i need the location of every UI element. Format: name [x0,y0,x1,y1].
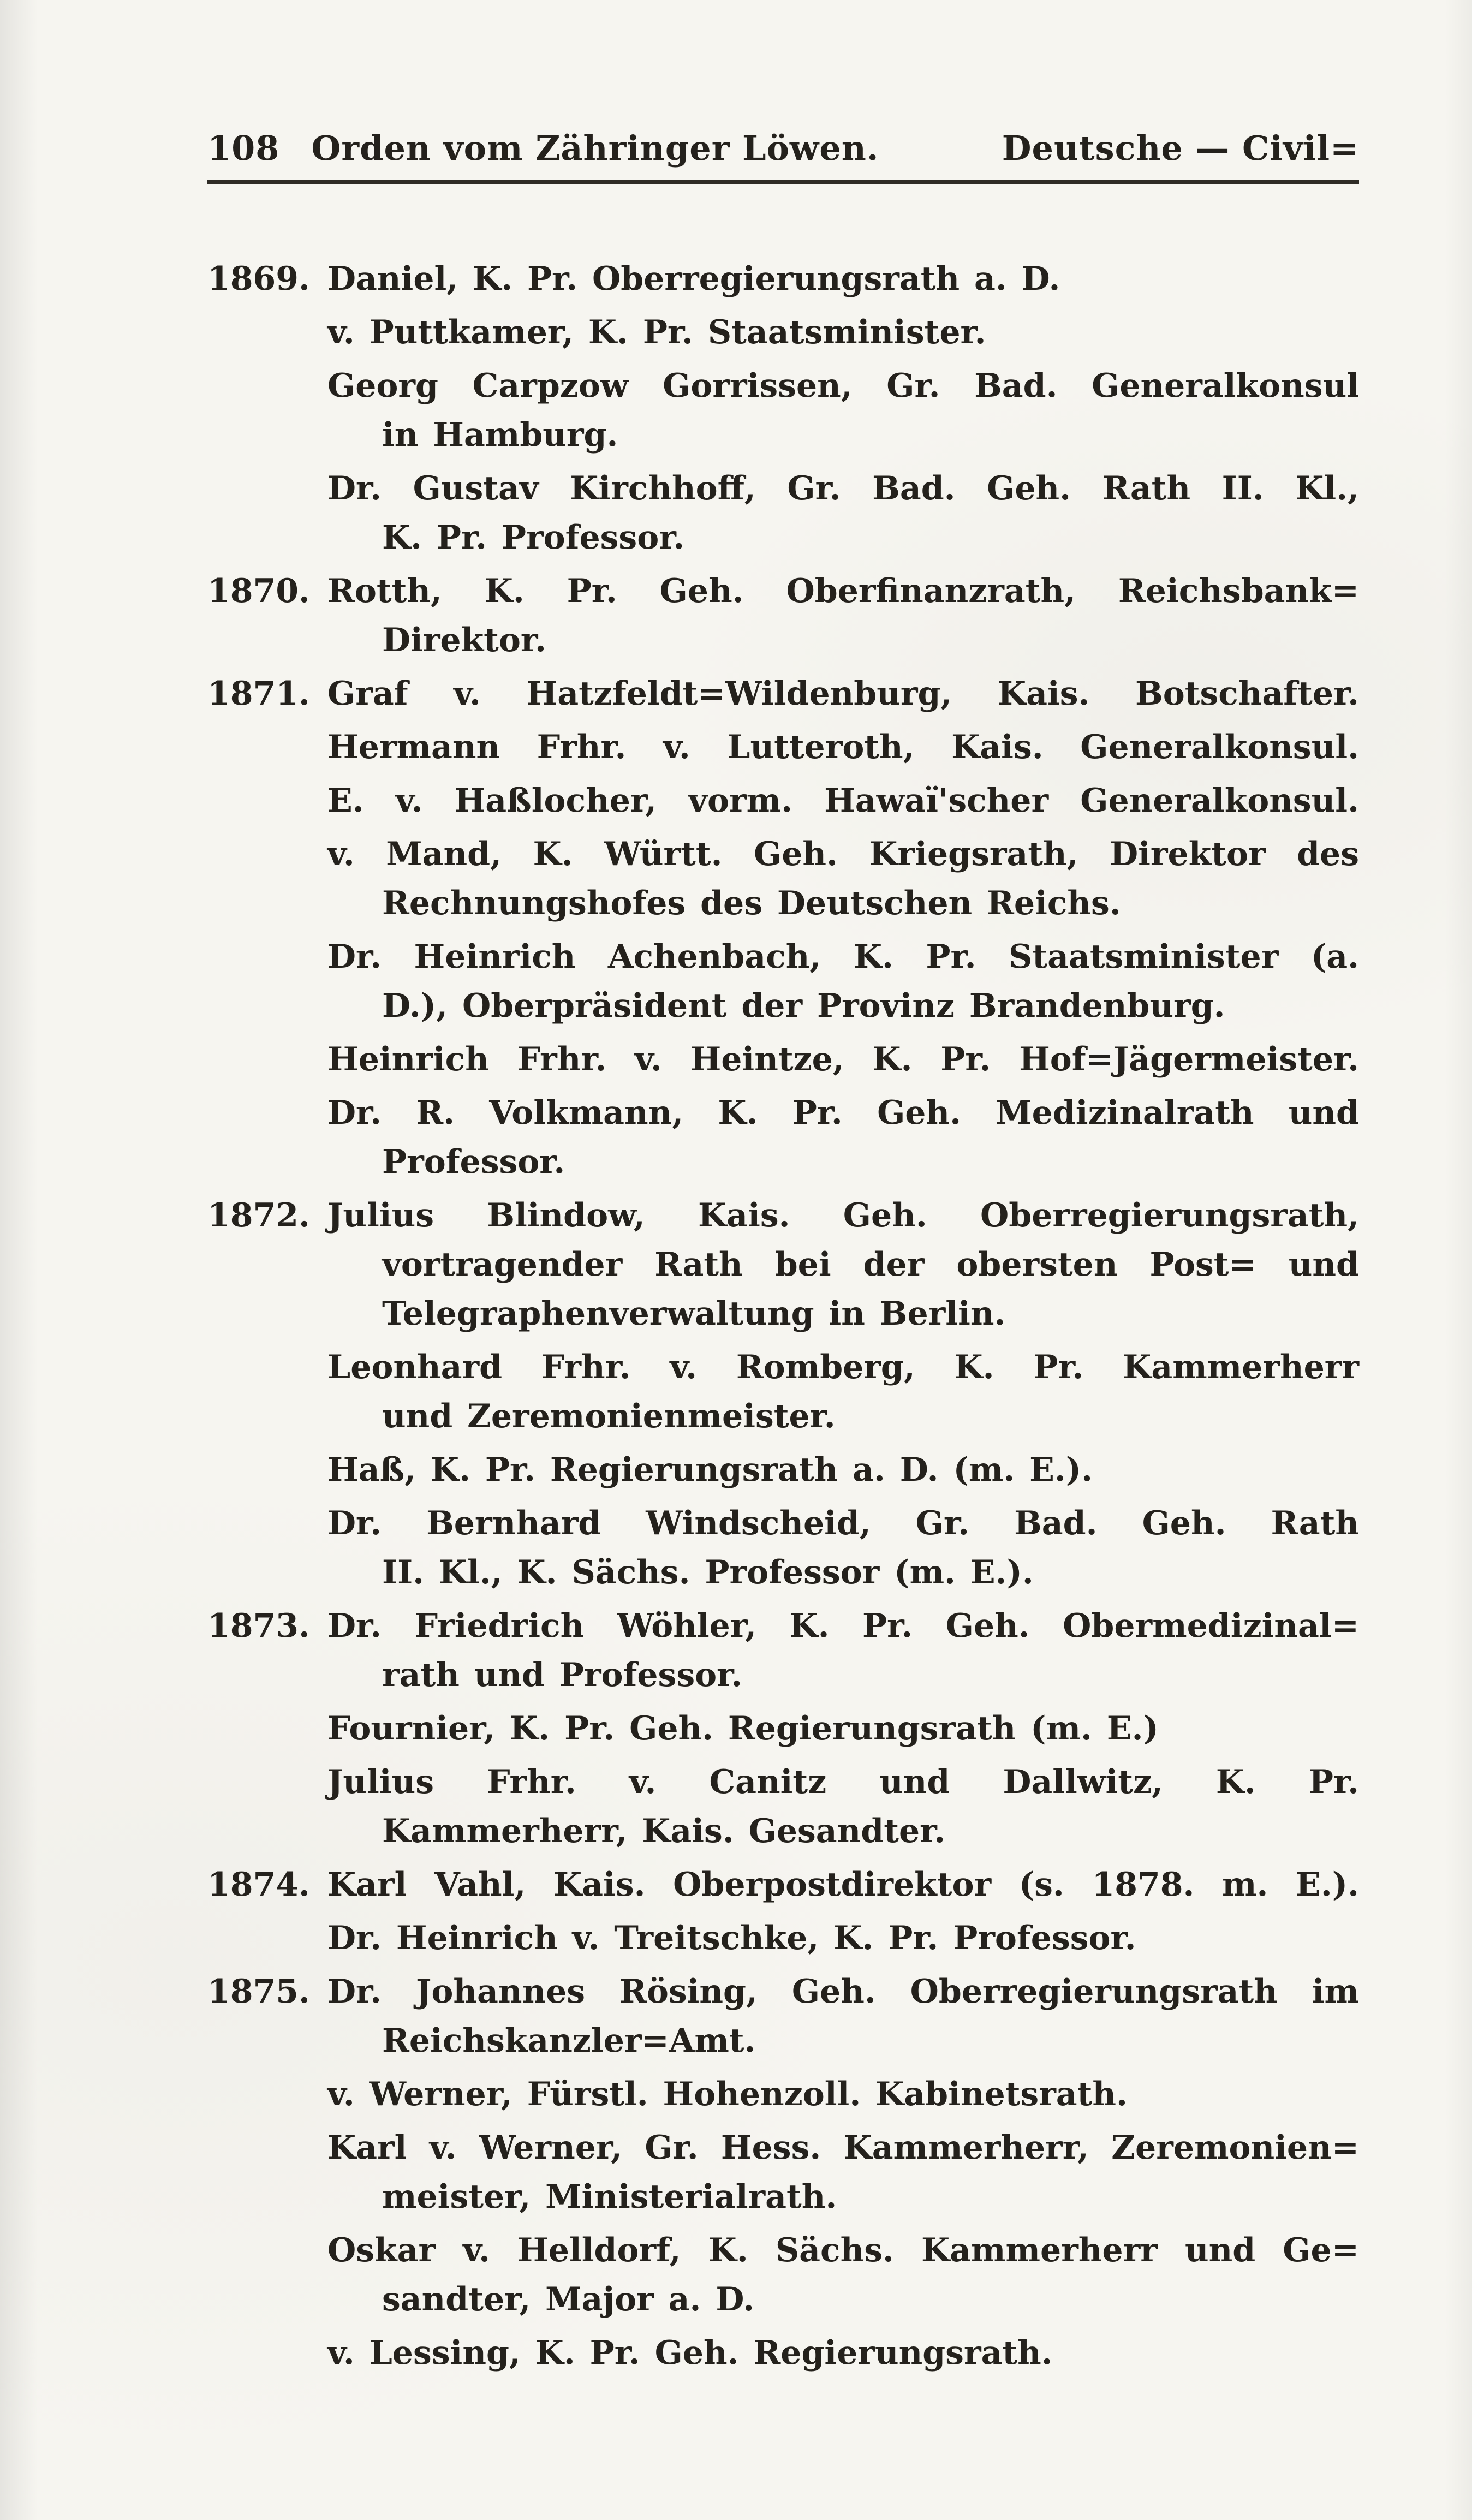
entry-item [327,932,1359,1030]
entry-item [327,1704,1359,1753]
entry-item [327,1758,1359,1856]
entry-line: v. Lessing, K. Pr. Geh. Regierungsrath. [327,2334,1053,2372]
entry-line: Haß, K. Pr. Regierungsrath a. D. (m. E.). [327,1451,1093,1489]
entry-year: 1872. [207,1196,310,1235]
entry-line: v. Werner, Fürstl. Hohenzoll. Kabinetsrath. [327,2075,1128,2113]
entry-group [207,1967,1359,2382]
entry-item [327,1088,1359,1187]
entry-line: Direktor. [382,621,546,659]
entry-line: E. v. Haßlocher, vorm. Hawaï'scher Generalkonsul. [327,782,1359,820]
page-number: 108 [207,128,280,168]
entry-year: 1873. [207,1607,310,1645]
entry-item [327,1035,1359,1084]
entry-item [327,776,1359,825]
entry-line: Daniel, K. Pr. Oberregierungsrath a. D. [327,260,1060,298]
entry-item [327,308,1359,357]
running-title: Orden vom Zähringer Löwen. [311,128,879,168]
entry-line: Dr. Heinrich v. Treitschke, K. Pr. Professor. [327,1919,1136,1957]
entry-item [327,567,1359,665]
entry-item [327,830,1359,928]
entry-item [327,2226,1359,2324]
entry-items [327,669,1359,1191]
entry-items [327,254,1359,567]
entry-line: v. Mand, K. Württ. Geh. Kriegsrath, Direktor des [327,835,1359,873]
entry-item [327,1967,1359,2065]
entry-item [327,2328,1359,2378]
entry-year: 1869. [207,260,310,298]
entry-line: Julius Frhr. v. Canitz und Dallwitz, K. Pr. [327,1763,1359,1801]
entry-items [327,567,1359,669]
entry-line: Reichskanzler=Amt. [382,2022,756,2060]
entry-line: meister, Ministerialrath. [382,2178,837,2216]
entry-items [327,1191,1359,1601]
entry-items [327,1967,1359,2382]
entry-line: Dr. Gustav Kirchhoff, Gr. Bad. Geh. Rath II. Kl., [327,469,1359,508]
entry-year: 1875. [207,1973,310,2011]
entry-line: rath und Professor. [382,1656,743,1694]
entry-line: II. Kl., K. Sächs. Professor (m. E.). [382,1553,1034,1592]
entry-line: Julius Blindow, Kais. Geh. Oberregierungsrath, [327,1196,1359,1235]
entry-line: Graf v. Hatzfeldt=Wildenburg, Kais. Botschafter. [327,675,1359,713]
entry-line: Kammerherr, Kais. Gesandter. [382,1812,946,1850]
entry-items [327,1601,1359,1860]
entry-item [327,254,1359,303]
entries-list [207,254,1359,2382]
entry-item [327,1499,1359,1597]
entry-group [207,1191,1359,1601]
header-rule [207,180,1359,184]
entry-item [327,464,1359,562]
page-header [207,128,1359,168]
entry-line: Karl v. Werner, Gr. Hess. Kammerherr, Zeremonien= [327,2129,1359,2167]
entry-line: Heinrich Frhr. v. Heintze, K. Pr. Hof=Jägermeister. [327,1040,1359,1079]
running-section: Deutsche — Civil= [1002,128,1359,168]
entry-line: Hermann Frhr. v. Lutteroth, Kais. Generalkonsul. [327,728,1359,766]
entry-line: Telegraphenverwaltung in Berlin. [382,1295,1006,1333]
entry-line: Georg Carpzow Gorrissen, Gr. Bad. Generalkonsul [327,367,1359,405]
entry-line: Professor. [382,1143,565,1181]
entry-line: Dr. R. Volkmann, K. Pr. Geh. Medizinalrath und [327,1094,1359,1132]
entry-item [327,669,1359,718]
entry-item [327,1343,1359,1441]
entry-year: 1870. [207,572,310,610]
entry-group [207,567,1359,669]
entry-line: und Zeremonienmeister. [382,1397,836,1435]
entry-line: Dr. Heinrich Achenbach, K. Pr. Staatsminister (a. [327,938,1359,976]
entry-line: Rechnungshofes des Deutschen Reichs. [382,884,1121,922]
entry-line: sandter, Major a. D. [382,2280,755,2319]
entry-group [207,1601,1359,1860]
entry-line: Leonhard Frhr. v. Romberg, K. Pr. Kammerherr [327,1348,1359,1386]
entry-line: Dr. Friedrich Wöhler, K. Pr. Geh. Obermedizinal= [327,1607,1359,1645]
entry-item [327,2070,1359,2119]
entry-group [207,669,1359,1191]
entry-items [327,1860,1359,1967]
entry-line: in Hamburg. [382,416,618,454]
entry-line: Dr. Johannes Rösing, Geh. Oberregierungsrath im [327,1973,1359,2011]
entry-group [207,1860,1359,1967]
entry-item [327,2123,1359,2221]
entry-item [327,723,1359,772]
entry-line: Karl Vahl, Kais. Oberpostdirektor (s. 1878. m. E.). [327,1866,1359,1904]
entry-line: Dr. Bernhard Windscheid, Gr. Bad. Geh. Rath [327,1504,1359,1542]
entry-item [327,361,1359,460]
entry-year: 1874. [207,1866,310,1904]
entry-year: 1871. [207,675,310,713]
entry-group [207,254,1359,567]
entry-line: vortragender Rath bei der obersten Post= und [382,1246,1359,1284]
entry-line: Fournier, K. Pr. Geh. Regierungsrath (m. E.) [327,1709,1159,1748]
entry-item [327,1191,1359,1338]
entry-line: K. Pr. Professor. [382,519,685,557]
entry-item [327,1445,1359,1494]
entry-item [327,1601,1359,1700]
entry-item [327,1860,1359,1909]
entry-line: v. Puttkamer, K. Pr. Staatsminister. [327,313,986,352]
entry-line: Rotth, K. Pr. Geh. Oberfinanzrath, Reichsbank= [327,572,1359,610]
entry-line: Oskar v. Helldorf, K. Sächs. Kammerherr und Ge= [327,2231,1359,2269]
entry-line: D.), Oberpräsident der Provinz Brandenburg. [382,987,1225,1025]
entry-item [327,1914,1359,1963]
